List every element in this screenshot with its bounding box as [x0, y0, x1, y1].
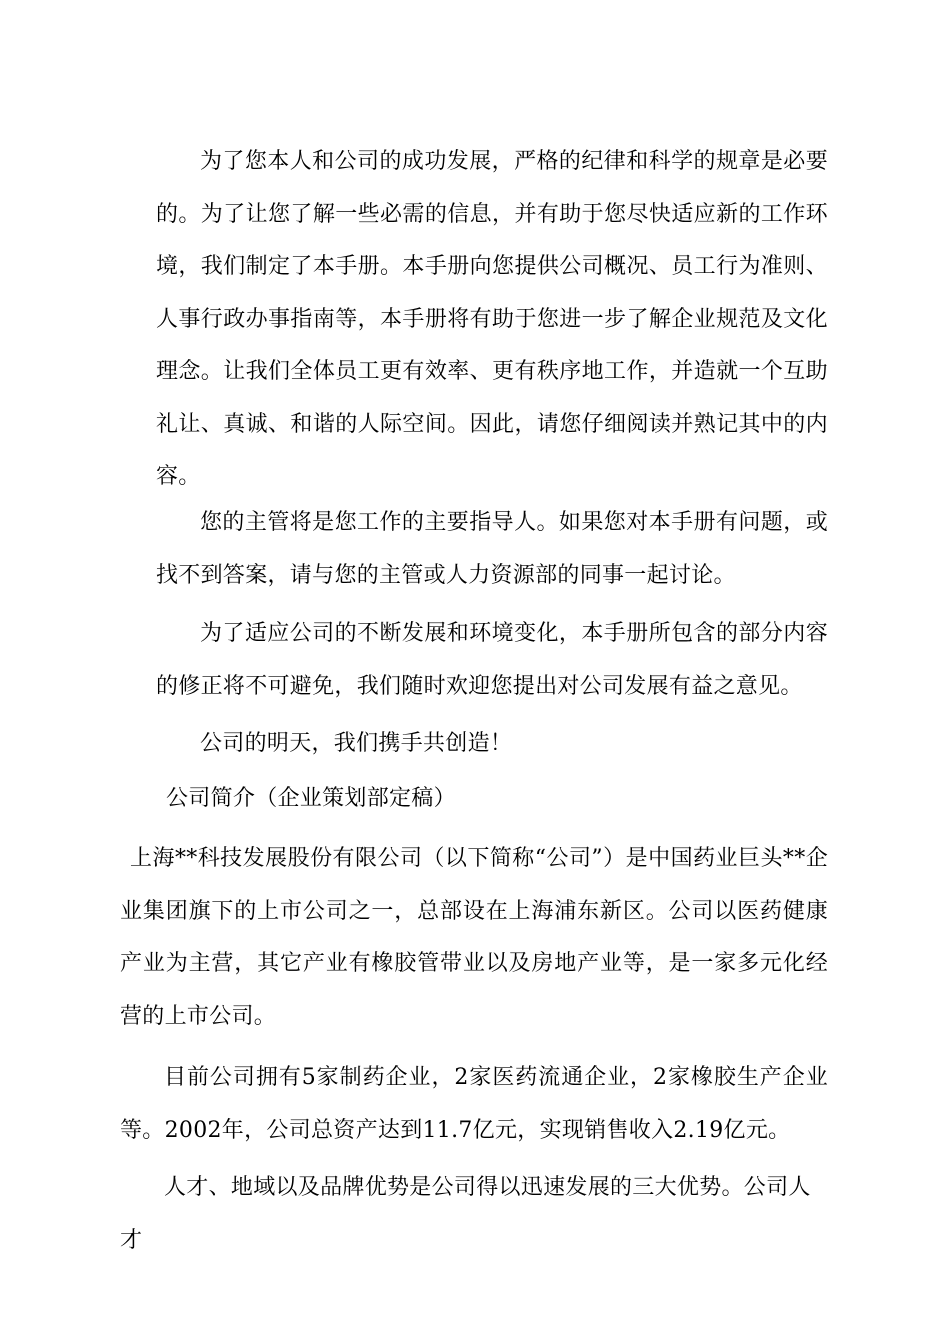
company-overview-paragraph: 上海**科技发展股份有限公司（以下简称“公司”）是中国药业巨头**企业集团旗下的上市公司之一，总部设在上海浦东新区。公司以医药健康产业为主营，其它产业有橡胶管带业以及房地产业等，是一家多元化经营的上市公司。: [120, 846, 828, 1029]
company-advantages-paragraph: 人才、地域以及品牌优势是公司得以迅速发展的三大优势。公司人才: [120, 1175, 811, 1253]
intro-paragraph: 为了您本人和公司的成功发展，严格的纪律和科学的规章是必要的。为了让您了解一些必需的信息，并有助于您尽快适应新的工作环境，我们制定了本手册。本手册向您提供公司概况、员工行为准则、人事行政办事指南等，本手册将有助于您进一步了解企业规范及文化理念。让我们全体员工更有效率、更有秩序地工作，并造就一个互助礼让、真诚、和谐的人际空间。因此，请您仔细阅读并熟记其中的内容。: [156, 149, 828, 489]
revision-paragraph: 为了适应公司的不断发展和环境变化，本手册所包含的部分内容的修正将不可避免，我们随时欢迎您提出对公司发展有益之意见。: [156, 621, 828, 699]
company-assets-paragraph: 目前公司拥有5家制药企业，2家医药流通企业，2家橡胶生产企业等。2002年，公司总资产达到11.7亿元，实现销售收入2.19亿元。: [120, 1065, 828, 1143]
closing-line: 公司的明天，我们携手共创造！: [200, 731, 513, 756]
company-profile-heading: 公司简介（企业策划部定稿）: [166, 786, 456, 811]
supervisor-paragraph: 您的主管将是您工作的主要指导人。如果您对本手册有问题，或找不到答案，请与您的主管或人力资源部的同事一起讨论。: [156, 510, 828, 588]
